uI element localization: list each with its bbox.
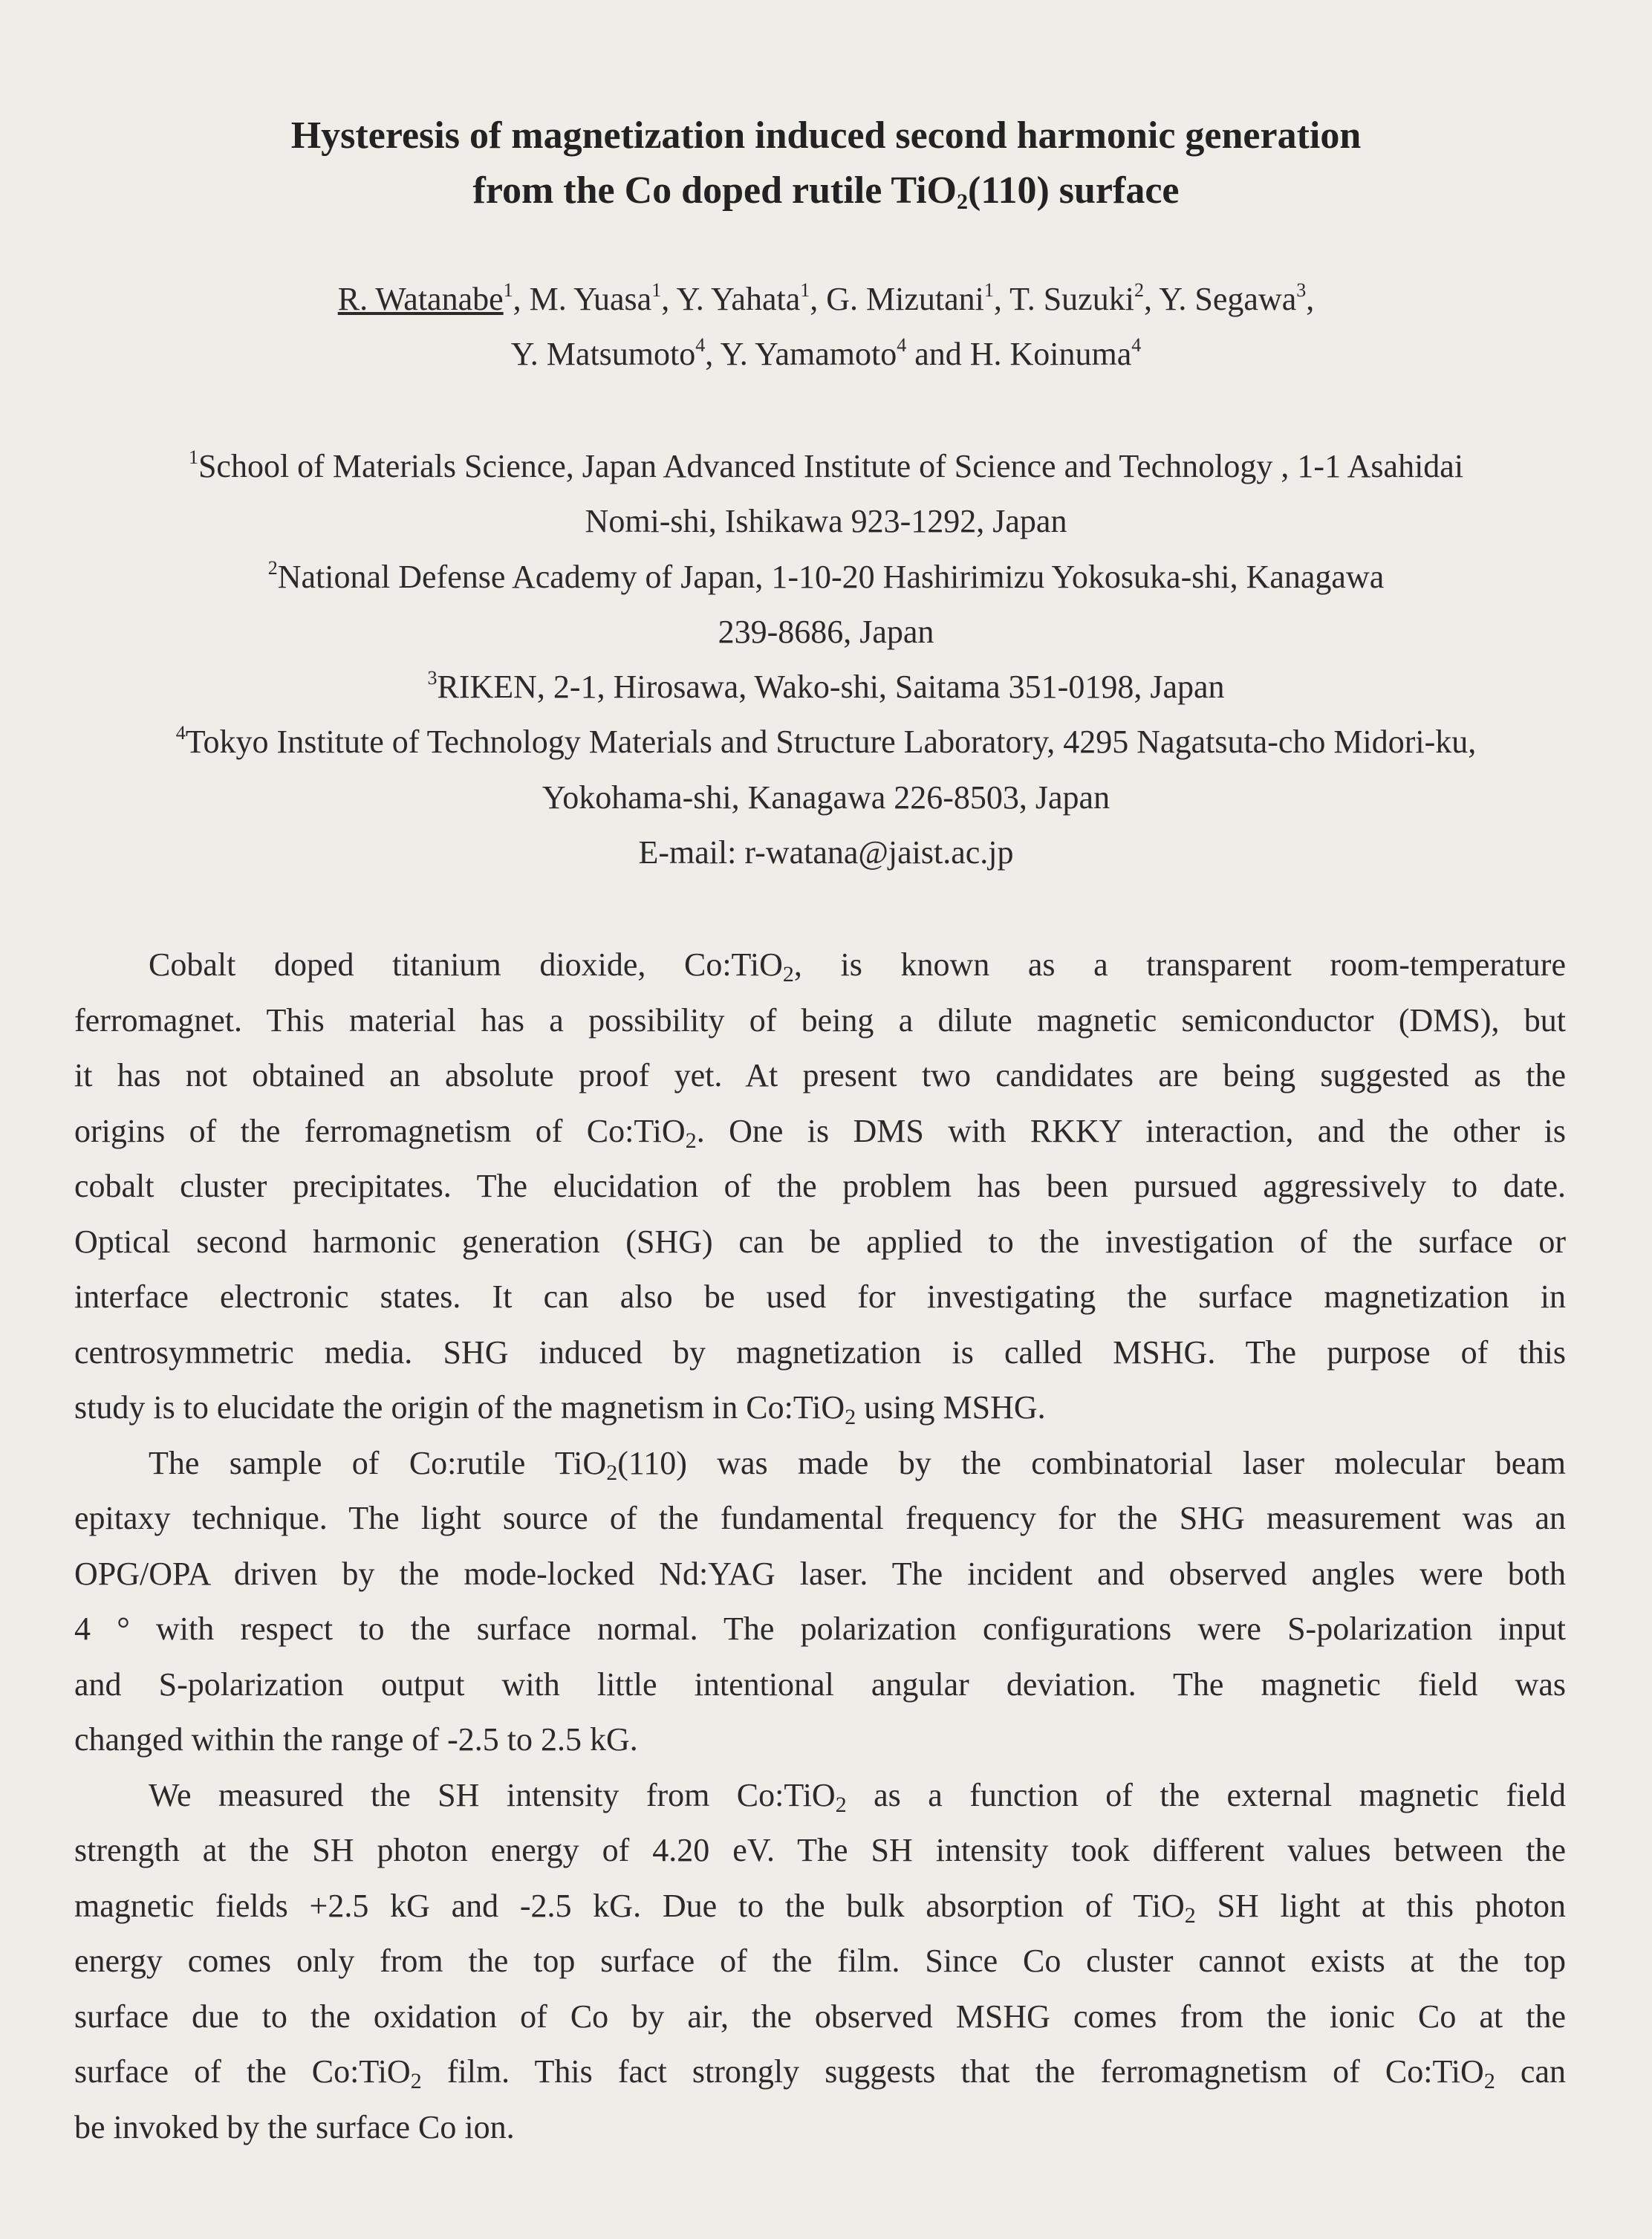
subscript: 2: [1483, 2069, 1495, 2093]
text: film. This fact strongly suggests that the ferromagnetism of Co:TiO: [421, 2053, 1484, 2090]
contact-email: E-mail: r-watana@jaist.ac.jp: [638, 834, 1014, 871]
text: can: [1495, 2053, 1566, 2090]
subscript: 2: [606, 1460, 618, 1485]
paragraph-1-line: it has not obtained an absolute proof yet. At present two candidates are being suggested as the: [74, 1057, 1566, 1093]
title-text: (110) surface: [968, 169, 1180, 212]
author: , M. Yuasa: [513, 281, 652, 317]
affiliation-text: RIKEN, 2-1, Hirosawa, Wako-shi, Saitama 351-0198, Japan: [437, 669, 1225, 706]
author: , Y. Segawa: [1143, 281, 1297, 317]
text: The sample of Co:rutile TiO: [149, 1444, 607, 1481]
text: . One is DMS with RKKY interaction, and the other is: [696, 1112, 1566, 1149]
paragraph-3-line: [74, 2044, 1566, 2100]
affiliation-2-cont: 239-8686, Japan: [718, 613, 934, 650]
paragraph-1-line: [74, 1380, 1566, 1436]
text: SH light at this photon: [1195, 1887, 1566, 1924]
subscript: 2: [685, 1128, 697, 1153]
paragraph-3-line: energy comes only from the top surface of the film. Since Co cluster cannot exists at the top: [74, 1943, 1566, 1979]
text: origins of the ferromagnetism of Co:TiO: [74, 1112, 686, 1149]
text: as a function of the external magnetic field: [846, 1776, 1566, 1813]
affiliation-text: Tokyo Institute of Technology Materials and Structure Laboratory, 4295 Nagatsuta-cho Midori-ku,: [185, 724, 1477, 761]
title-line-2: [149, 163, 1503, 218]
affiliation-mark: 2: [1134, 279, 1144, 301]
affiliation-2: [45, 550, 1607, 605]
separator: ,: [1306, 281, 1315, 317]
affiliation-mark: 4: [1131, 334, 1142, 356]
affiliation-4: [45, 715, 1607, 770]
affiliation-mark: 3: [427, 667, 438, 689]
affiliation-mark: 1: [188, 446, 198, 468]
paragraph-1-line: ferromagnet. This material has a possibility of being a dilute magnetic semiconductor (DMS), but: [74, 1001, 1566, 1039]
text: We measured the SH intensity from Co:TiO: [149, 1776, 836, 1813]
paragraph-3-line: strength at the SH photon energy of 4.20 eV. The SH intensity took different values between the: [74, 1832, 1566, 1868]
paragraph-1-line: Optical second harmonic generation (SHG) can be applied to the investigation of the surface or: [74, 1223, 1566, 1260]
affiliation-mark: 1: [503, 279, 513, 301]
subscript: 2: [845, 1405, 856, 1429]
author: , Y. Yahata: [661, 281, 801, 317]
paragraph-2-line: OPG/OPA driven by the mode-locked Nd:YAG laser. The incident and observed angles were both: [74, 1555, 1566, 1592]
author: , T. Suzuki: [993, 281, 1134, 317]
title-text: from the Co doped rutile TiO: [472, 169, 957, 212]
subscript: 2: [410, 2069, 422, 2093]
paragraph-2-line: epitaxy technique. The light source of the fundamental frequency for the SHG measurement was an: [74, 1500, 1566, 1536]
affiliation-mark: 2: [267, 556, 278, 579]
author: , Y. Yamamoto: [705, 336, 897, 372]
paragraph-1-line: interface electronic states. It can also be used for investigating the surface magnetization in: [74, 1278, 1566, 1315]
paragraph-1-line: [74, 937, 1566, 993]
paragraph-1-line: [74, 1104, 1566, 1160]
paragraph-3-line: [74, 1879, 1566, 1934]
affiliation-mark: 4: [695, 334, 706, 356]
author: and H. Koinuma: [906, 336, 1132, 372]
paragraph-2-line: 4 ° with respect to the surface normal. The polarization configurations were S-polarization input: [74, 1611, 1566, 1647]
affiliation-mark: 1: [651, 279, 662, 301]
paragraph-2-line: and S-polarization output with little intentional angular deviation. The magnetic field was: [74, 1666, 1566, 1703]
affiliation-1-cont: Nomi-shi, Ishikawa 923-1292, Japan: [585, 503, 1067, 540]
affiliation-mark: 1: [983, 279, 994, 301]
text: magnetic fields +2.5 kG and -2.5 kG. Due to the bulk absorption of TiO: [74, 1887, 1185, 1924]
subscript: 2: [1184, 1902, 1196, 1928]
paragraph-3-line: surface due to the oxidation of Co by air, the observed MSHG comes from the ionic Co at the: [74, 1998, 1566, 2035]
paragraph-2-line: [74, 1436, 1566, 1492]
paragraph-1-line: centrosymmetric media. SHG induced by magnetization is called MSHG. The purpose of this: [74, 1333, 1566, 1371]
subscript: 2: [957, 189, 968, 214]
affiliation-4-cont: Yokohama-shi, Kanagawa 226-8503, Japan: [542, 779, 1110, 816]
paragraph-3-line: be invoked by the surface Co ion.: [74, 2108, 515, 2145]
affiliation-mark: 1: [800, 279, 810, 301]
paragraph-1-line: cobalt cluster precipitates. The elucidation of the problem has been pursued aggressively to date.: [74, 1168, 1566, 1204]
affiliation-1: [45, 439, 1607, 494]
author: Y. Matsumoto: [510, 336, 696, 372]
title-line-1: Hysteresis of magnetization induced second harmonic generation: [290, 114, 1362, 157]
text: surface of the Co:TiO: [74, 2053, 411, 2090]
subscript: 2: [835, 1792, 847, 1817]
affiliation-mark: 3: [1296, 279, 1307, 301]
abstract-body: [74, 937, 1566, 2155]
paper-title: [149, 108, 1503, 218]
text: study is to elucidate the origin of the magnetism in Co:TiO: [74, 1389, 845, 1426]
affiliation-text: National Defense Academy of Japan, 1-10-20 Hashirimizu Yokosuka-shi, Kanagawa: [277, 558, 1385, 595]
affiliation-list: [45, 439, 1607, 880]
author-line-1: [149, 272, 1503, 327]
paragraph-3-line: [74, 1768, 1566, 1824]
affiliation-mark: 4: [175, 722, 186, 744]
author-list: [149, 272, 1503, 382]
text: (110) was made by the combinatorial laser molecular beam: [617, 1444, 1566, 1481]
subscript: 2: [782, 962, 794, 987]
text: , is known as a transparent room-temperature: [793, 946, 1566, 983]
author: , G. Mizutani: [810, 281, 984, 317]
affiliation-text: School of Materials Science, Japan Advanced Institute of Science and Technology , 1-1 Asahidai: [198, 448, 1464, 484]
affiliation-mark: 4: [897, 334, 907, 356]
author-line-2: [149, 327, 1503, 382]
paragraph-2-line: changed within the range of -2.5 to 2.5 kG.: [74, 1721, 638, 1758]
affiliation-3: [45, 660, 1607, 715]
text: Cobalt doped titanium dioxide, Co:TiO: [149, 946, 783, 983]
presenting-author: R. Watanabe: [337, 281, 504, 317]
text: using MSHG.: [856, 1389, 1046, 1426]
